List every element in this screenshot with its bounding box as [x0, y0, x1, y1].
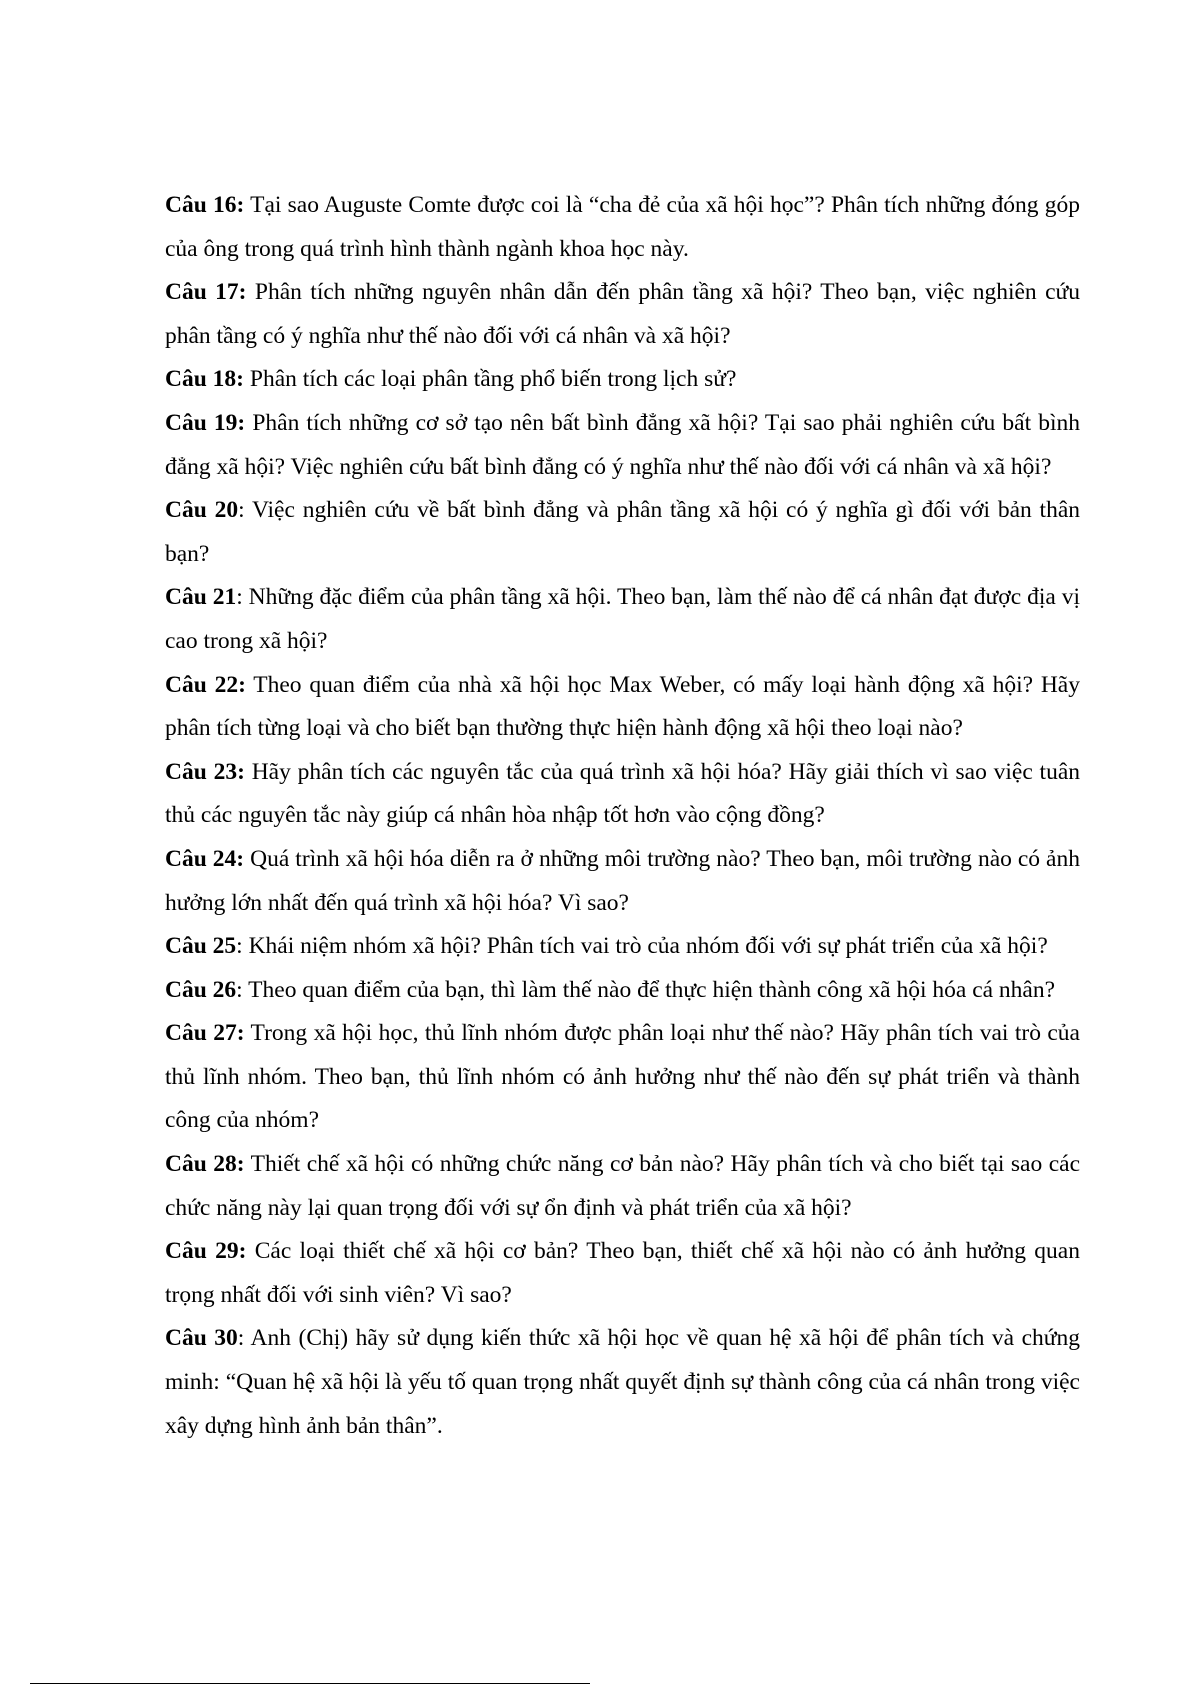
- question-list: [165, 184, 1080, 1448]
- question-30: [165, 1317, 1080, 1448]
- question-label: Câu 23:: [165, 758, 245, 785]
- question-label: Câu 27:: [165, 1020, 245, 1047]
- question-label: Câu 19:: [165, 409, 246, 436]
- question-label-suffix: :: [236, 976, 243, 1003]
- question-text: Phân tích những nguyên nhân dẫn đến phân tầng xã hội? Theo bạn, việc nghiên cứu phân tầng có ý nghĩa như thế nào đối với cá nhân và xã hội?: [165, 279, 1080, 349]
- question-label: Câu 30: [165, 1325, 238, 1352]
- question-20: [165, 489, 1080, 576]
- question-26: [165, 969, 1080, 1013]
- question-24: [165, 838, 1080, 925]
- question-text: Các loại thiết chế xã hội cơ bản? Theo bạn, thiết chế xã hội nào có ảnh hưởng quan trọng nhất đối với sinh viên? Vì sao?: [165, 1238, 1080, 1308]
- question-label: Câu 16:: [165, 192, 245, 218]
- question-label: Câu 29:: [165, 1238, 247, 1265]
- question-label: Câu 22:: [165, 671, 246, 698]
- question-27: [165, 1012, 1080, 1143]
- question-text: Hãy phân tích các nguyên tắc của quá trình xã hội hóa? Hãy giải thích vì sao việc tuân thủ các nguyên tắc này giúp cá nhân hòa nhập tốt hơn vào cộng đồng?: [165, 758, 1080, 829]
- footnote-separator: [30, 1683, 590, 1684]
- question-text: Quá trình xã hội hóa diễn ra ở những môi trường nào? Theo bạn, môi trường nào có ảnh hưởng lớn nhất đến quá trình xã hội hóa? Vì sao?: [165, 845, 1080, 916]
- question-19: [165, 402, 1080, 489]
- question-18: [165, 358, 1080, 402]
- question-text: Anh (Chị) hãy sử dụng kiến thức xã hội học về quan hệ xã hội để phân tích và chứng minh: “Quan hệ xã hội là yếu tố quan trọng nhất quyết định sự thành công của cá nhân trong việc xây dựng hình ảnh bản thân”.: [165, 1325, 1080, 1439]
- question-text: Theo quan điểm của bạn, thì làm thế nào để thực hiện thành công xã hội hóa cá nhân?: [242, 976, 1056, 1003]
- question-text: Việc nghiên cứu về bất bình đẳng và phân tầng xã hội có ý nghĩa gì đối với bản thân bạn?: [165, 497, 1080, 567]
- question-label-suffix: :: [236, 584, 243, 611]
- question-label: Câu 24:: [165, 845, 245, 872]
- question-text: Tại sao Auguste Comte được coi là “cha đẻ của xã hội học”? Phân tích những đóng góp của ông trong quá trình hình thành ngành khoa học này.: [165, 192, 1080, 262]
- question-25: [165, 925, 1080, 969]
- question-text: Trong xã hội học, thủ lĩnh nhóm được phân loại như thế nào? Hãy phân tích vai trò của thủ lĩnh nhóm. Theo bạn, thủ lĩnh nhóm có ảnh hưởng như thế nào đến sự phát triển và thành công của nhóm?: [165, 1020, 1080, 1134]
- question-text: Những đặc điểm của phân tầng xã hội. Theo bạn, làm thế nào để cá nhân đạt được địa vị cao trong xã hội?: [165, 584, 1080, 654]
- question-17: [165, 271, 1080, 358]
- question-text: Khái niệm nhóm xã hội? Phân tích vai trò của nhóm đối với sự phát triển của xã hội?: [242, 933, 1048, 960]
- question-label: Câu 25: [165, 933, 237, 960]
- question-label: Câu 17:: [165, 279, 247, 306]
- question-22: [165, 664, 1080, 751]
- question-label: Câu 28:: [165, 1151, 245, 1178]
- question-label: Câu 21: [165, 584, 237, 611]
- question-28: [165, 1143, 1080, 1230]
- question-text: Phân tích những cơ sở tạo nên bất bình đẳng xã hội? Tại sao phải nghiên cứu bất bình đẳng xã hội? Việc nghiên cứu bất bình đẳng có ý nghĩa như thế nào đối với cá nhân và xã hội?: [165, 409, 1080, 480]
- question-label-suffix: :: [238, 497, 245, 524]
- question-text: Theo quan điểm của nhà xã hội học Max Weber, có mấy loại hành động xã hội? Hãy phân tích từng loại và cho biết bạn thường thực hiện hành động xã hội theo loại nào?: [165, 671, 1080, 742]
- question-21: [165, 576, 1080, 663]
- question-label-suffix: :: [237, 1325, 245, 1352]
- question-text: Thiết chế xã hội có những chức năng cơ bản nào? Hãy phân tích và cho biết tại sao các chức năng này lại quan trọng đối với sự ổn định và phát triển của xã hội?: [165, 1151, 1080, 1221]
- question-label-suffix: :: [236, 933, 243, 960]
- question-label: Câu 26: [165, 976, 237, 1003]
- question-text: Phân tích các loại phân tầng phổ biến trong lịch sử?: [244, 366, 737, 393]
- question-label: Câu 18:: [165, 366, 244, 393]
- question-29: [165, 1230, 1080, 1317]
- question-16: [165, 184, 1080, 271]
- question-23: [165, 751, 1080, 838]
- question-label: Câu 20: [165, 497, 239, 524]
